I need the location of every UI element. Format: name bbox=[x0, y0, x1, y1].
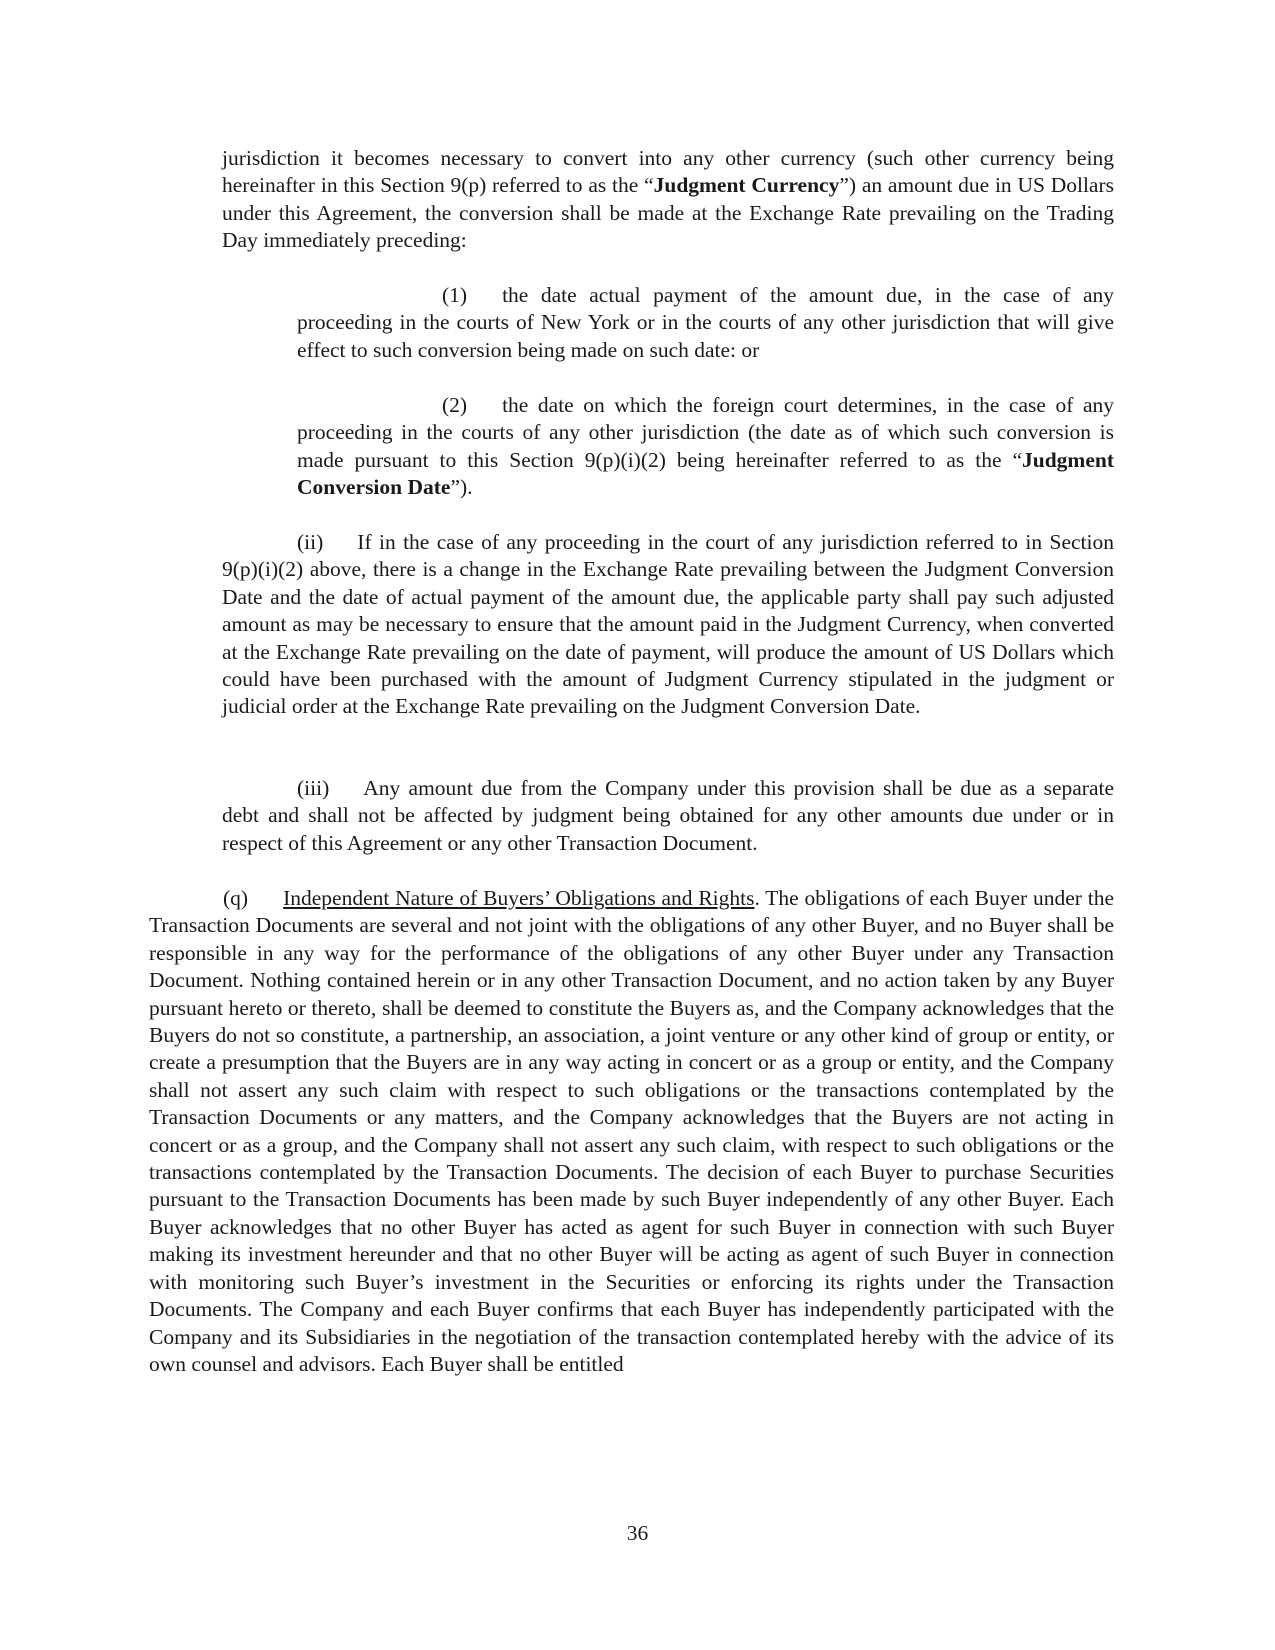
intro-text-1: jurisdiction it becomes necessary to convert into any other currency (such other currency being hereinafter in this Section 9(p) referred to as the “ bbox=[222, 146, 1114, 198]
term-judgment-conversion-date: Judgment Conversion Date bbox=[297, 447, 1114, 500]
term-judgment-currency: Judgment Currency bbox=[653, 173, 840, 198]
section-q-heading: Independent Nature of Buyers’ Obligations and Rights bbox=[283, 886, 755, 910]
clause-ii bbox=[222, 529, 1114, 721]
clause-2 bbox=[297, 392, 1114, 502]
section-q bbox=[149, 885, 1114, 1378]
page-number: 36 bbox=[626, 1521, 649, 1545]
clause-iii bbox=[222, 775, 1114, 857]
clause-1-text: the date actual payment of the amount due, in the case of any proceeding in the courts of New York or in the courts of any other jurisdiction that will give effect to such conversion being made on such date: or bbox=[297, 283, 1114, 362]
clause-iii-text: Any amount due from the Company under this provision shall be due as a separate debt and shall not be affected by judgment being obtained for any other amounts due under or in respect of this Agreement or any other Transaction Document. bbox=[222, 776, 1114, 855]
clause-2-text-1: the date on which the foreign court determines, in the case of any proceeding in the courts of any other jurisdiction (the date as of which such conversion is made pursuant to this Section 9(p)(i)(2) being hereinafter referred to as the “ bbox=[297, 393, 1114, 472]
clause-1 bbox=[297, 282, 1114, 364]
clause-iii-number: (iii) bbox=[297, 776, 330, 800]
clause-2-text-2: ”). bbox=[450, 475, 473, 500]
section-q-text: . The obligations of each Buyer under the Transaction Documents are several and not joint with the obligations of any other Buyer, and no Buyer shall be responsible in any way for the performance of the obligations of any other Buyer under any Transaction Document. Nothing contained herein or in any other Transaction Document, and no action taken by any Buyer pursuant hereto or thereto, shall be deemed to constitute the Buyers as, and the Company acknowledges that the Buyers do not so constitute, a partnership, an association, a joint venture or any other kind of group or entity, or create a presumption that the Buyers are in any way acting in concert or as a group or entity, and the Company shall not assert any such claim with respect to such obligations or the transactions contemplated by the Transaction Documents or any matters, and the Company acknowledges that the Buyers are not acting in concert or as a group, and the Company shall not assert any such claim, with respect to such obligations or the transactions contemplated by the Transaction Documents. The decision of each Buyer to purchase Securities pursuant to the Transaction Documents has been made by such Buyer independently of any other Buyer. Each Buyer acknowledges that no other Buyer has acted as agent for such Buyer in connection with such Buyer making its investment hereunder and that no other Buyer will be acting as agent of such Buyer in connection with monitoring such Buyer’s investment in the Securities or enforcing its rights under the Transaction Documents. The Company and each Buyer confirms that each Buyer has independently participated with the Company and its Subsidiaries in the negotiation of the transaction contemplated hereby with the advice of its own counsel and advisors. Each Buyer shall be entitled bbox=[149, 886, 1114, 1376]
paragraph-intro bbox=[222, 145, 1114, 255]
section-q-number: (q) bbox=[223, 886, 249, 910]
clause-2-number: (2) bbox=[442, 393, 468, 417]
clause-ii-number: (ii) bbox=[297, 530, 324, 554]
clause-ii-text: If in the case of any proceeding in the court of any jurisdiction referred to in Section 9(p)(i)(2) above, there is a change in the Exchange Rate prevailing between the Judgment Conversion Date and the date of actual payment of the amount due, the applicable party shall pay such adjusted amount as may be necessary to ensure that the amount paid in the Judgment Currency, when converted at the Exchange Rate prevailing on the date of payment, will produce the amount of US Dollars which could have been purchased with the amount of Judgment Currency stipulated in the judgment or judicial order at the Exchange Rate prevailing on the Judgment Conversion Date. bbox=[222, 530, 1114, 719]
clause-1-number: (1) bbox=[442, 283, 468, 307]
intro-text-2: ”) an amount due in US Dollars under this Agreement, the conversion shall be made at the Exchange Rate prevailing on the Trading Day immediately preceding: bbox=[222, 173, 1114, 253]
